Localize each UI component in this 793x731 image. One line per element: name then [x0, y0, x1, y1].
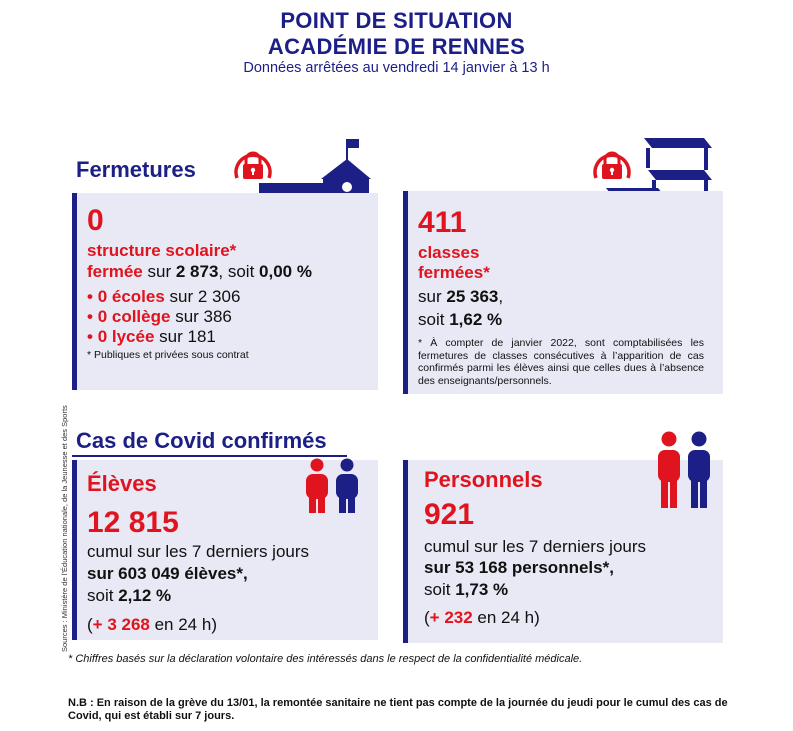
sources-note: Sources : Ministère de l’Éducation nationale, de la Jeunesse et des Sports — [60, 405, 69, 652]
page-title-line2: ACADÉMIE DE RENNES — [267, 34, 526, 59]
classes-footnote: * À compter de janvier 2022, sont comptabilisées les fermetures de classes consécutives à l’apparition de cas confirmés parmi les élèves ainsi que celles dues à l’absence des enseignants/personnels. — [418, 337, 704, 387]
eleves-delta: (+ 3 268 en 24 h) — [87, 615, 217, 634]
personnels-delta: (+ 232 en 24 h) — [424, 608, 540, 627]
personnels-count: 921 — [424, 498, 475, 531]
personnels-label: Personnels — [424, 467, 543, 492]
people-icon — [303, 457, 363, 515]
eleves-line1: cumul sur les 7 derniers jours — [87, 542, 310, 561]
list-item: • 0 écoles sur 2 306 — [87, 287, 241, 306]
classes-label-line2: fermées* — [418, 263, 490, 282]
declaration-footnote: * Chiffres basés sur la déclaration volontaire des intéressés dans le respect de la confidentialité médicale. — [68, 653, 583, 665]
structures-ratio: fermée sur 2 873, soit 0,00 % — [87, 262, 312, 281]
classes-pct: soit 1,62 % — [418, 310, 503, 329]
people-icon — [655, 430, 715, 510]
nb-footnote: N.B : En raison de la grève du 13/01, la remontée sanitaire ne tient pas compte de la journée du jeudi pour le cumul des cas de Covid, qui est établi sur 7 jours. — [68, 697, 728, 722]
list-item: • 0 collège sur 386 — [87, 307, 232, 326]
eleves-count: 12 815 — [87, 506, 179, 539]
structures-footnote: * Publiques et privées sous contrat — [87, 349, 249, 361]
personnels-line1: cumul sur les 7 derniers jours — [424, 537, 647, 556]
eleves-line2: sur 603 049 élèves*, — [87, 564, 248, 583]
classes-label-line1: classes — [418, 243, 480, 262]
structures-label: structure scolaire* — [87, 241, 237, 260]
personnels-line2: sur 53 168 personnels*, — [424, 558, 614, 577]
page-title-line1: POINT DE SITUATION — [280, 8, 513, 33]
classes-total: sur 25 363, — [418, 287, 504, 306]
fermetures-title: Fermetures — [76, 157, 196, 182]
page-subtitle: Données arrêtées au vendredi 14 janvier à 13 h — [243, 60, 550, 76]
list-item: • 0 lycée sur 181 — [87, 327, 216, 346]
personnels-pct: soit 1,73 % — [424, 580, 509, 599]
eleves-pct: soit 2,12 % — [87, 586, 172, 605]
classes-count: 411 — [418, 206, 467, 239]
covid-title: Cas de Covid confirmés — [76, 428, 327, 453]
eleves-label: Élèves — [87, 471, 157, 496]
structures-count: 0 — [87, 204, 104, 237]
